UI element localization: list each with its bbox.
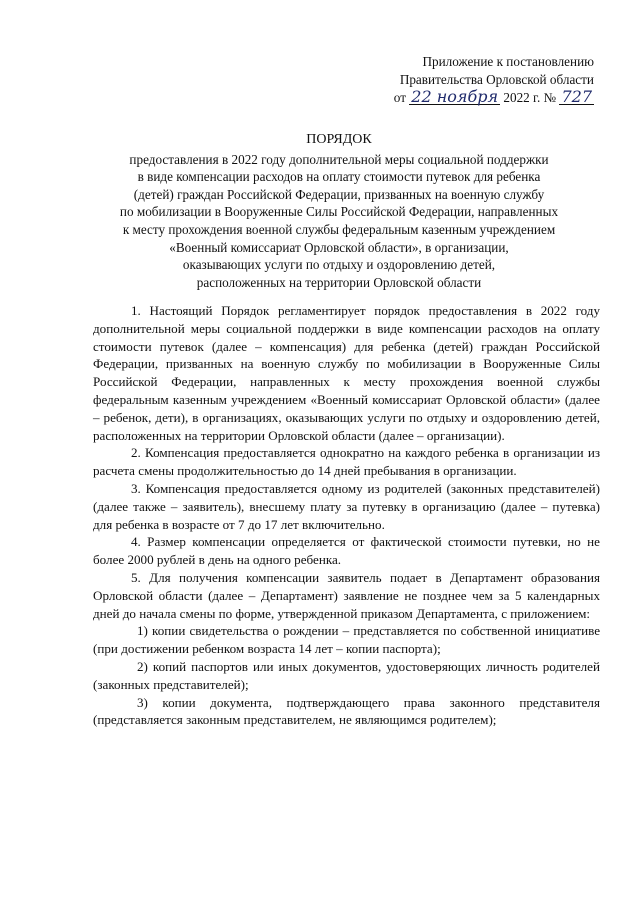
- handwritten-number: 727: [561, 87, 592, 106]
- title-heading: ПОРЯДОК: [306, 132, 372, 147]
- list-item-1: 1) копии свидетельства о рождении – представляется по собственной инициативе (при достижении ребенком возраста 14 лет – копии паспорта);: [93, 623, 600, 657]
- title-line: (детей) граждан Российской Федерации, призванных на военную службу: [133, 186, 545, 202]
- list-item-2: 2) копий паспортов или иных документов, удостоверяющих личность родителей (законных представителей);: [93, 658, 600, 692]
- paragraph-2: 2. Компенсация предоставляется однократно на каждого ребенка в организации из расчета смены продолжительностью до 14 дней пребывания в организации.: [93, 445, 600, 479]
- title-line: оказывающих услуги по отдыху и оздоровлению детей,: [182, 257, 496, 273]
- title-line: «Военный комиссариат Орловской области», в организации,: [169, 239, 509, 255]
- handwritten-date: 22 ноября: [411, 87, 499, 106]
- document-title: [80, 131, 598, 291]
- title-line: по мобилизации в Вооруженные Силы Российской Федерации, направленных: [119, 204, 559, 220]
- paragraph-3: 3. Компенсация предоставляется одному из родителей (законных представителей) (далее также – заявитель), внесшему плату за путевку в организацию (далее – путевка) для ребенка в возрасте от 7 до 17 лет включительно.: [93, 480, 600, 532]
- paragraph-1: 1. Настоящий Порядок регламентирует порядок предоставления в 2022 году дополнительной меры социальной поддержки в виде компенсации расходов на оплату стоимости путевок (далее – компенсация) для ребенка (детей) граждан Российской Федерации, призванных на военную службу по мобилизации в Вооруженные Силы Российской Федерации, направленных к месту прохождения военной службы федеральным казенным учреждением «Военный комиссариат Орловской области» (далее – ребенок, дети), в организациях, оказывающих услуги по отдыху и оздоровлению детей, расположенных на территории Орловской области (далее – организации).: [93, 303, 600, 443]
- paragraph-4: 4. Размер компенсации определяется от фактической стоимости путевки, но не более 2000 рублей в день на одного ребенка.: [93, 534, 600, 568]
- appendix-header: [339, 53, 594, 107]
- title-line: расположенных на территории Орловской области: [196, 274, 482, 290]
- paragraph-5: 5. Для получения компенсации заявитель подает в Департамент образования Орловской области (далее – Департамент) заявление не позднее чем за 5 календарных дней до начала смены по форме, утвержденной приказом Департамента, с приложением:: [93, 569, 600, 621]
- title-line: предоставления в 2022 году дополнительной меры социальной поддержки: [129, 151, 549, 167]
- title-line: в виде компенсации расходов на оплату стоимости путевок для ребенка: [137, 169, 541, 185]
- appendix-line-2: Правительства Орловской области: [399, 72, 594, 87]
- title-line: к месту прохождения военной службы федеральным казенным учреждением: [122, 221, 556, 237]
- appendix-line-1: Приложение к постановлению: [422, 54, 594, 69]
- date-prefix: от: [393, 90, 406, 105]
- document-body: [93, 302, 600, 729]
- list-item-3: 3) копии документа, подтверждающего права законного представителя (представляется законным представителем, не являющимся родителем);: [93, 694, 600, 728]
- year-number-label: 2022 г. №: [503, 90, 557, 105]
- appendix-date-line: [339, 89, 594, 107]
